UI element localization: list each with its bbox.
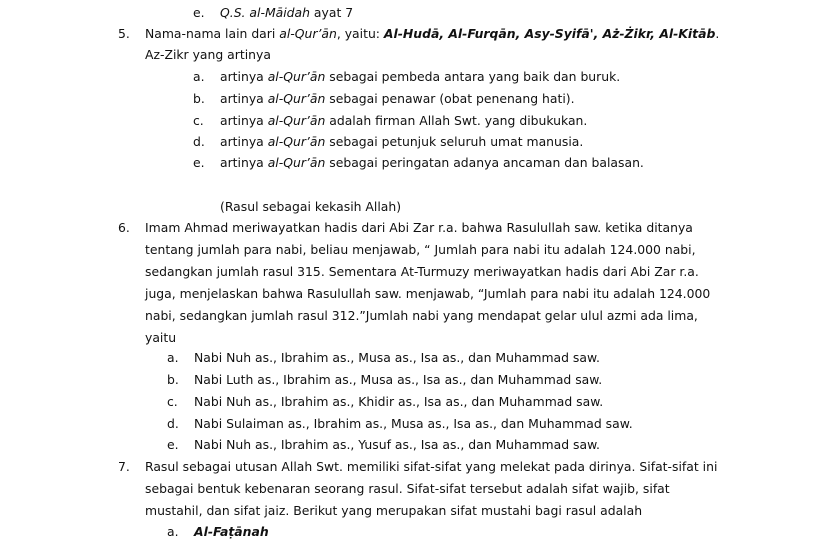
q5-option-e [193,155,644,171]
option-pre: artinya [220,91,268,106]
option-text: Nabi Nuh as., Ibrahim as., Musa as., Isa as., dan Muhammad saw. [194,350,600,365]
q5-stem-bold: Al-Hudā, Al-Furqān, Asy-Syifā', Aż-Żikr, Al-Kitāb [383,26,716,41]
q5-stem-italic: al-Qur’ān [279,26,337,41]
option-text: Al-Faṭānah [194,524,269,539]
section-heading: (Rasul sebagai kekasih Allah) [220,199,402,214]
q5-option-d [193,134,583,150]
q6-option-c [167,394,603,410]
q5-stem [145,26,719,42]
option-text: Nabi Nuh as., Ibrahim as., Yusuf as., Isa as., dan Muhammad saw. [194,437,600,452]
option-letter: c. [193,113,204,128]
q5-stem-mid: , yaitu: [336,26,384,41]
q7-stem-line: mustahil, dan sifat jaiz. Berikut yang merupakan sifat mustahi bagi rasul adalah [145,503,643,518]
q4-option-e [193,5,353,21]
q7-number: 7. [118,459,130,474]
q5-stem-line2: Az-Zikr yang artinya [145,47,271,62]
q5-stem-end: . [715,26,720,41]
q5-option-a [193,69,620,85]
option-italic: al-Qur’ān [267,69,326,84]
q5-number: 5. [118,26,130,41]
option-italic: al-Qur’ān [267,91,326,106]
option-post: sebagai peringatan adanya ancaman dan balasan. [325,155,644,170]
q6-option-e [167,437,600,453]
option-letter: a. [193,69,205,84]
option-letter: b. [167,372,179,387]
q6-stem-line: sedangkan jumlah rasul 315. Sementara At-Turmuzy meriwayatkan hadis dari Abi Zar r.a. [145,264,699,279]
option-text: Nabi Nuh as., Ibrahim as., Khidir as., Isa as., dan Muhammad saw. [194,394,604,409]
option-italic: al-Qur’ān [267,155,326,170]
option-letter: e. [167,437,179,452]
q5-option-c [193,113,587,129]
option-letter: a. [167,524,179,539]
option-pre: artinya [220,134,268,149]
q6-option-d [167,416,633,432]
option-pre: artinya [220,113,268,128]
option-letter: c. [167,394,178,409]
option-letter: e. [193,5,205,20]
q5-stem-pre: Nama-nama lain dari [145,26,280,41]
q6-stem-line: juga, menjelaskan bahwa Rasulullah saw. menjawab, “Jumlah para nabi itu adalah 124.000 [145,286,711,301]
q7-option-a [167,524,269,540]
q6-number: 6. [118,220,130,235]
option-letter: b. [193,91,205,106]
surah-ref: Q.S. al-Māidah [220,5,310,20]
option-letter: d. [193,134,205,149]
option-text: Nabi Sulaiman as., Ibrahim as., Musa as., Isa as., dan Muhammad saw. [194,416,633,431]
option-post: sebagai penawar (obat penenang hati). [325,91,575,106]
q6-option-a [167,350,600,366]
q6-stem-line: nabi, sedangkan jumlah rasul 312.”Jumlah nabi yang mendapat gelar ulul azmi ada lima, [145,308,698,323]
q6-stem-line: Imam Ahmad meriwayatkan hadis dari Abi Zar r.a. bahwa Rasulullah saw. ketika ditanya [145,220,693,235]
option-rest: ayat 7 [309,5,354,20]
option-letter: e. [193,155,205,170]
q6-stem-line: tentang jumlah para nabi, beliau menjawab, “ Jumlah para nabi itu adalah 124.000 nabi, [145,242,696,257]
q5-option-b [193,91,575,107]
option-pre: artinya [220,69,268,84]
option-italic: al-Qur’ān [267,113,326,128]
option-post: sebagai pembeda antara yang baik dan buruk. [325,69,621,84]
option-text: Nabi Luth as., Ibrahim as., Musa as., Isa as., dan Muhammad saw. [194,372,603,387]
option-letter: a. [167,350,179,365]
q6-option-b [167,372,602,388]
option-italic: al-Qur’ān [267,134,326,149]
q6-stem-line: yaitu [145,330,177,345]
q7-stem-line: Rasul sebagai utusan Allah Swt. memiliki sifat-sifat yang melekat pada dirinya. Sifat-sifat ini [145,459,718,474]
option-pre: artinya [220,155,268,170]
option-letter: d. [167,416,179,431]
q7-stem-line: sebagai bentuk kebenaran seorang rasul. Sifat-sifat tersebut adalah sifat wajib, sifat [145,481,670,496]
option-post: adalah firman Allah Swt. yang dibukukan. [325,113,588,128]
option-post: sebagai petunjuk seluruh umat manusia. [325,134,584,149]
